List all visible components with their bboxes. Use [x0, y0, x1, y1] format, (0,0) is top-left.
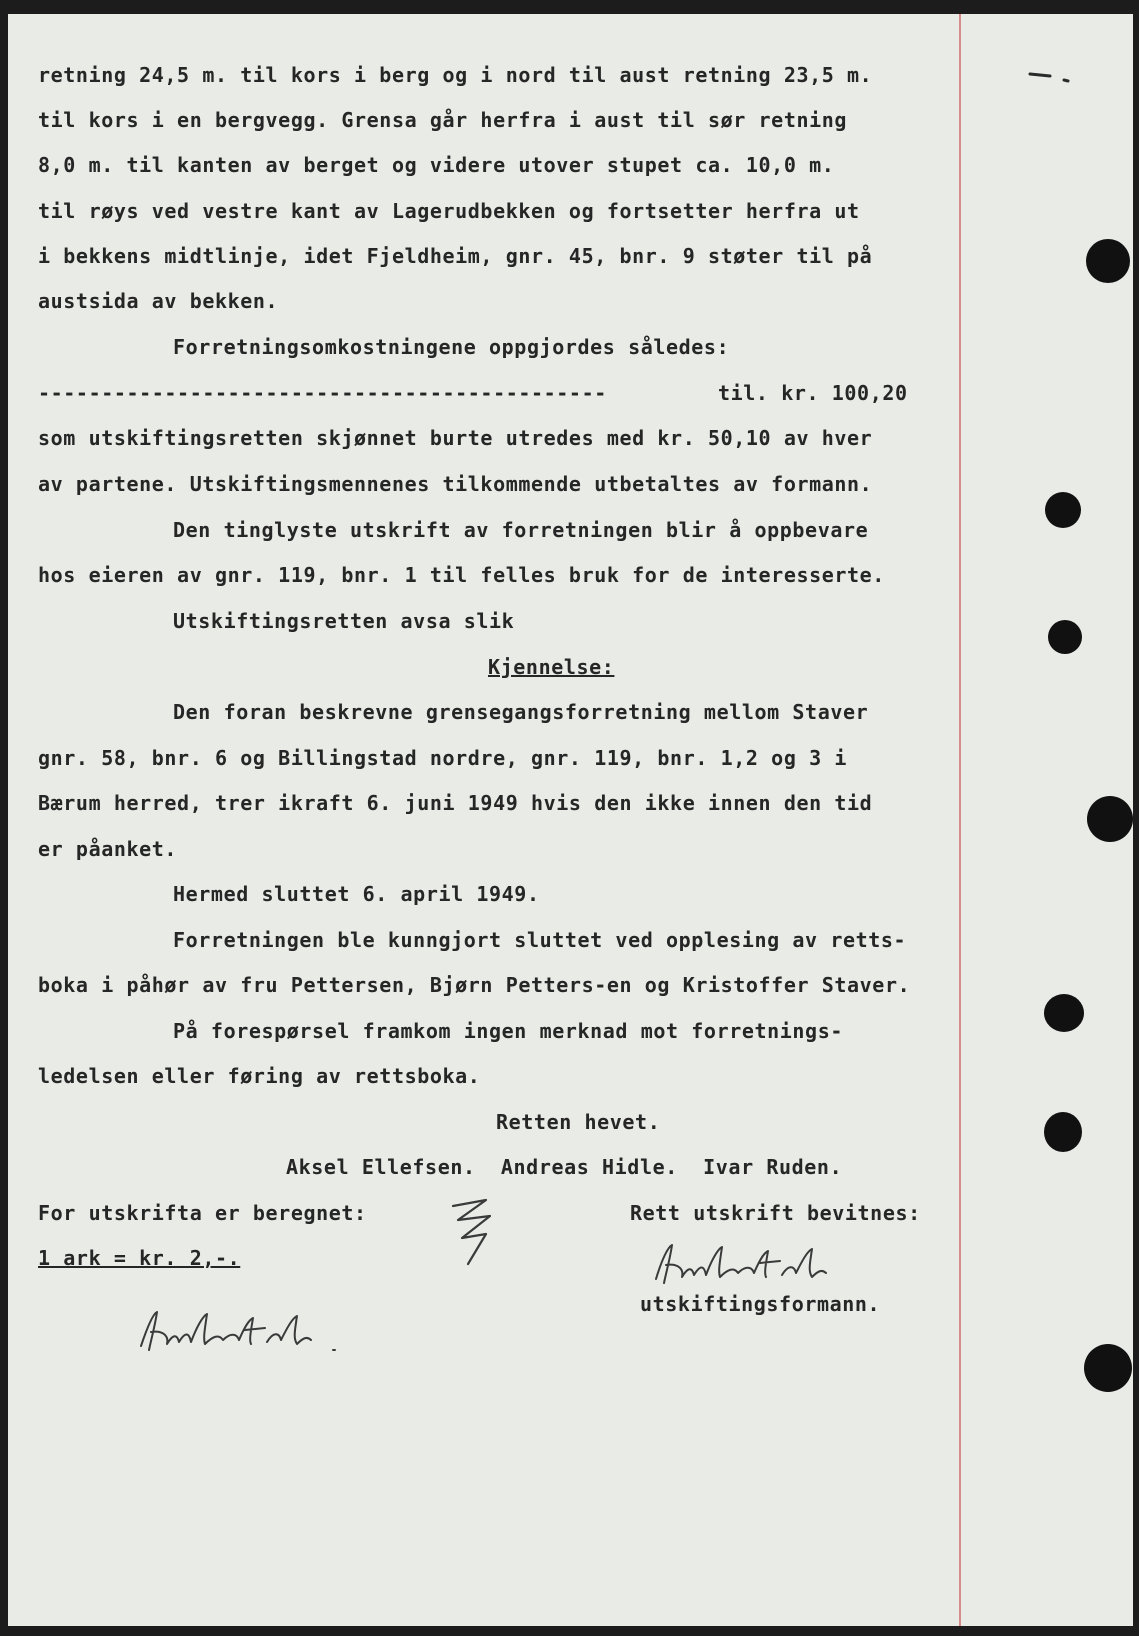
binding-hole	[1048, 620, 1082, 654]
binding-hole	[1045, 492, 1081, 528]
text-line: til røys ved vestre kant av Lagerudbekken og fortsetter herfra ut	[38, 199, 860, 223]
text-line: til kors i en bergvegg. Grensa går herfra i aust til sør retning	[38, 108, 848, 132]
text-line: På forespørsel framkom ingen merknad mot forretnings-	[173, 1019, 843, 1043]
text-line: 8,0 m. til kanten av berget og videre utover stupet ca. 10,0 m.	[38, 153, 835, 177]
text-line: retning 24,5 m. til kors i berg og i nord til aust retning 23,5 m.	[38, 63, 873, 87]
text-line: boka i påhør av fru Pettersen, Bjørn Petters-en og Kristoffer Staver.	[38, 973, 911, 997]
costs-amount: til. kr. 100,20	[718, 381, 908, 405]
text-line: Den tinglyste utskrift av forretningen blir å oppbevare	[173, 518, 869, 542]
document-page	[8, 14, 1133, 1626]
text-line: austsida av bekken.	[38, 289, 279, 313]
ruling-intro: Utskiftingsretten avsa slik	[173, 609, 515, 633]
binding-hole	[1044, 994, 1084, 1032]
margin-line	[959, 14, 961, 1626]
closing-date: Hermed sluttet 6. april 1949.	[173, 882, 540, 906]
text-line: Forretningen ble kunngjort sluttet ved opplesing av retts-	[173, 928, 907, 952]
text-line: som utskiftingsretten skjønnet burte utredes med kr. 50,10 av hver	[38, 426, 873, 450]
text-line: er påanket.	[38, 837, 178, 861]
text-line: i bekkens midtlinje, idet Fjeldheim, gnr. 45, bnr. 9 støter til på	[38, 244, 873, 268]
ruling-heading: Kjennelse:	[488, 655, 615, 679]
margin-mark	[1028, 64, 1073, 89]
binding-hole	[1044, 1112, 1082, 1152]
costs-heading: Forretningsomkostningene oppgjordes således:	[173, 335, 730, 359]
text-line: av partene. Utskiftingsmennenes tilkommende utbetaltes av formann.	[38, 472, 873, 496]
court-adjourned: Retten hevet.	[496, 1110, 661, 1134]
signature-fee	[133, 1304, 383, 1359]
signer-title: utskiftingsformann.	[640, 1292, 881, 1316]
text-line: gnr. 58, bnr. 6 og Billingstad nordre, gnr. 119, bnr. 1,2 og 3 i	[38, 746, 848, 770]
binding-hole	[1086, 239, 1130, 283]
certified-label: Rett utskrift bevitnes:	[630, 1201, 921, 1225]
text-line: hos eieren av gnr. 119, bnr. 1 til felles bruk for de interesserte.	[38, 563, 885, 587]
text-line: Bærum herred, trer ikraft 6. juni 1949 hvis den ikke innen den tid	[38, 791, 873, 815]
text-line: Den foran beskrevne grensegangsforretning mellom Staver	[173, 700, 869, 724]
fee-value: 1 ark = kr. 2,-.	[38, 1246, 241, 1270]
fee-label: For utskrifta er beregnet:	[38, 1201, 367, 1225]
initials-mark	[448, 1194, 498, 1274]
costs-dashes: ---------------------------------------------	[38, 381, 607, 405]
signatory-names: Aksel Ellefsen. Andreas Hidle. Ivar Ruden.	[286, 1155, 843, 1179]
binding-hole	[1084, 1344, 1132, 1392]
text-line: ledelsen eller føring av rettsboka.	[38, 1064, 481, 1088]
signature-certifier	[648, 1239, 888, 1294]
binding-hole	[1087, 796, 1133, 842]
